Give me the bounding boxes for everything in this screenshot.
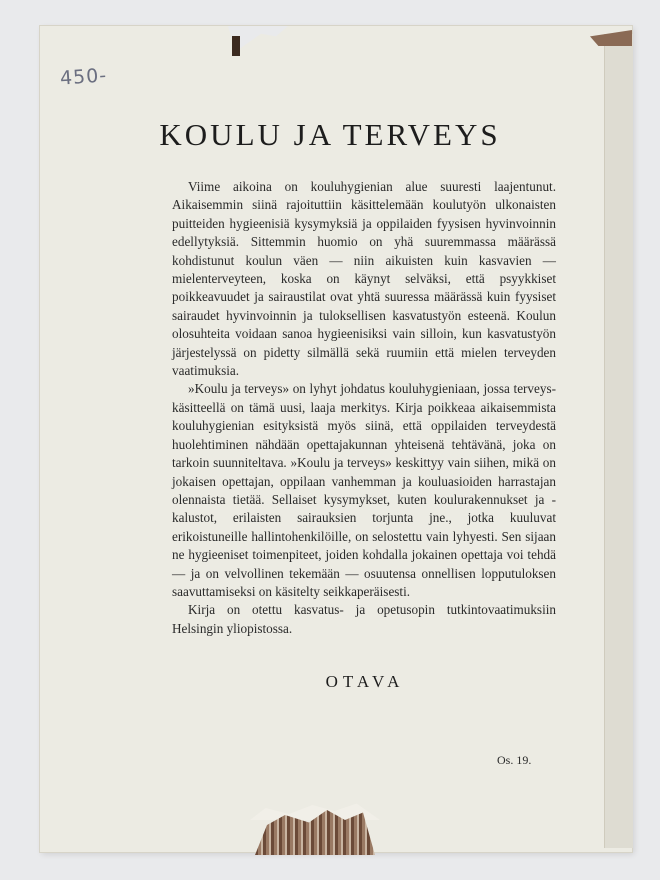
top-tear-shadow [232, 36, 240, 56]
book-title: KOULU JA TERVEYS [159, 117, 501, 152]
blurb-paragraph-1: Viime aikoina on kouluhygienian alue suuresti laajentunut. Aikaisemmin siinä rajoituttiin käsittelemään koulutyön ulkonaisten puitteiden hygieenisiä kysymyksiä ja oppilaiden fyysisen hyvinvoinnin edellytyksiä. Sittemmin huomio on yhä suuremmassa määrässä kohdistunut koulun väen — niin aikuisten kuin kasvavien — mielenterveyteen, koska on käynyt selväksi, että psyykkiset poikkeavuudet ja sairaustilat ovat yhtä suuressa määrässä kuin fyysiset sairaudet hyvinvoinnin ja tuloksellisen kasvatustyön esteenä. Koulun olosuhteita voidaan sanoa hygieenisiksi vain silloin, kun kasvatustyön järjestelyssä on pidetty silmällä sekä ruumiin että mielen terveyden vaatimuksia. [172, 179, 556, 379]
blurb-text [172, 178, 556, 638]
catalog-code: Os. 19. [497, 753, 532, 767]
jacket-flap-edge [604, 34, 633, 848]
publisher-name: OTAVA [325, 672, 405, 691]
handwritten-price: 450- [59, 64, 108, 90]
blurb-paragraph-2: »Koulu ja terveys» on lyhyt johdatus kouluhygieniaan, jossa terveys-käsitteellä on tämä uusi, laaja merkitys. Kirja poikkeaa aikaisemmista kouluhygienian esityksistä myös siinä, että oppilaiden terveydestä huolehtiminen nähdään opettajakunnan yhteisenä tehtävänä, joka on tarkoin suunniteltava. »Koulu ja terveys» keskittyy vain siihen, mikä on jokaisen opettajan, oppilaan vanhemman ja kouluasioiden harrastajan olennaista tietää. Sellaiset kysymykset, kuten koulurakennukset ja -kalustot, erilaisten sairauksien torjunta jne., jotka kuuluvat erikoistuneille hallintohenkilöille, on selostettu vain lyhyesti. Sen sijaan ne hygieeniset toimenpiteet, joiden kohdalla jokainen opettaja voi tehdä — ja on velvollinen tekemään — osuutensa onnellisen lopputuloksen saavuttamiseksi on käsitelty seikkaperäisesti. [172, 381, 556, 599]
blurb-paragraph-3: Kirja on otettu kasvatus- ja opetusopin tutkintovaatimuksiin Helsingin yliopistossa. [172, 602, 556, 636]
